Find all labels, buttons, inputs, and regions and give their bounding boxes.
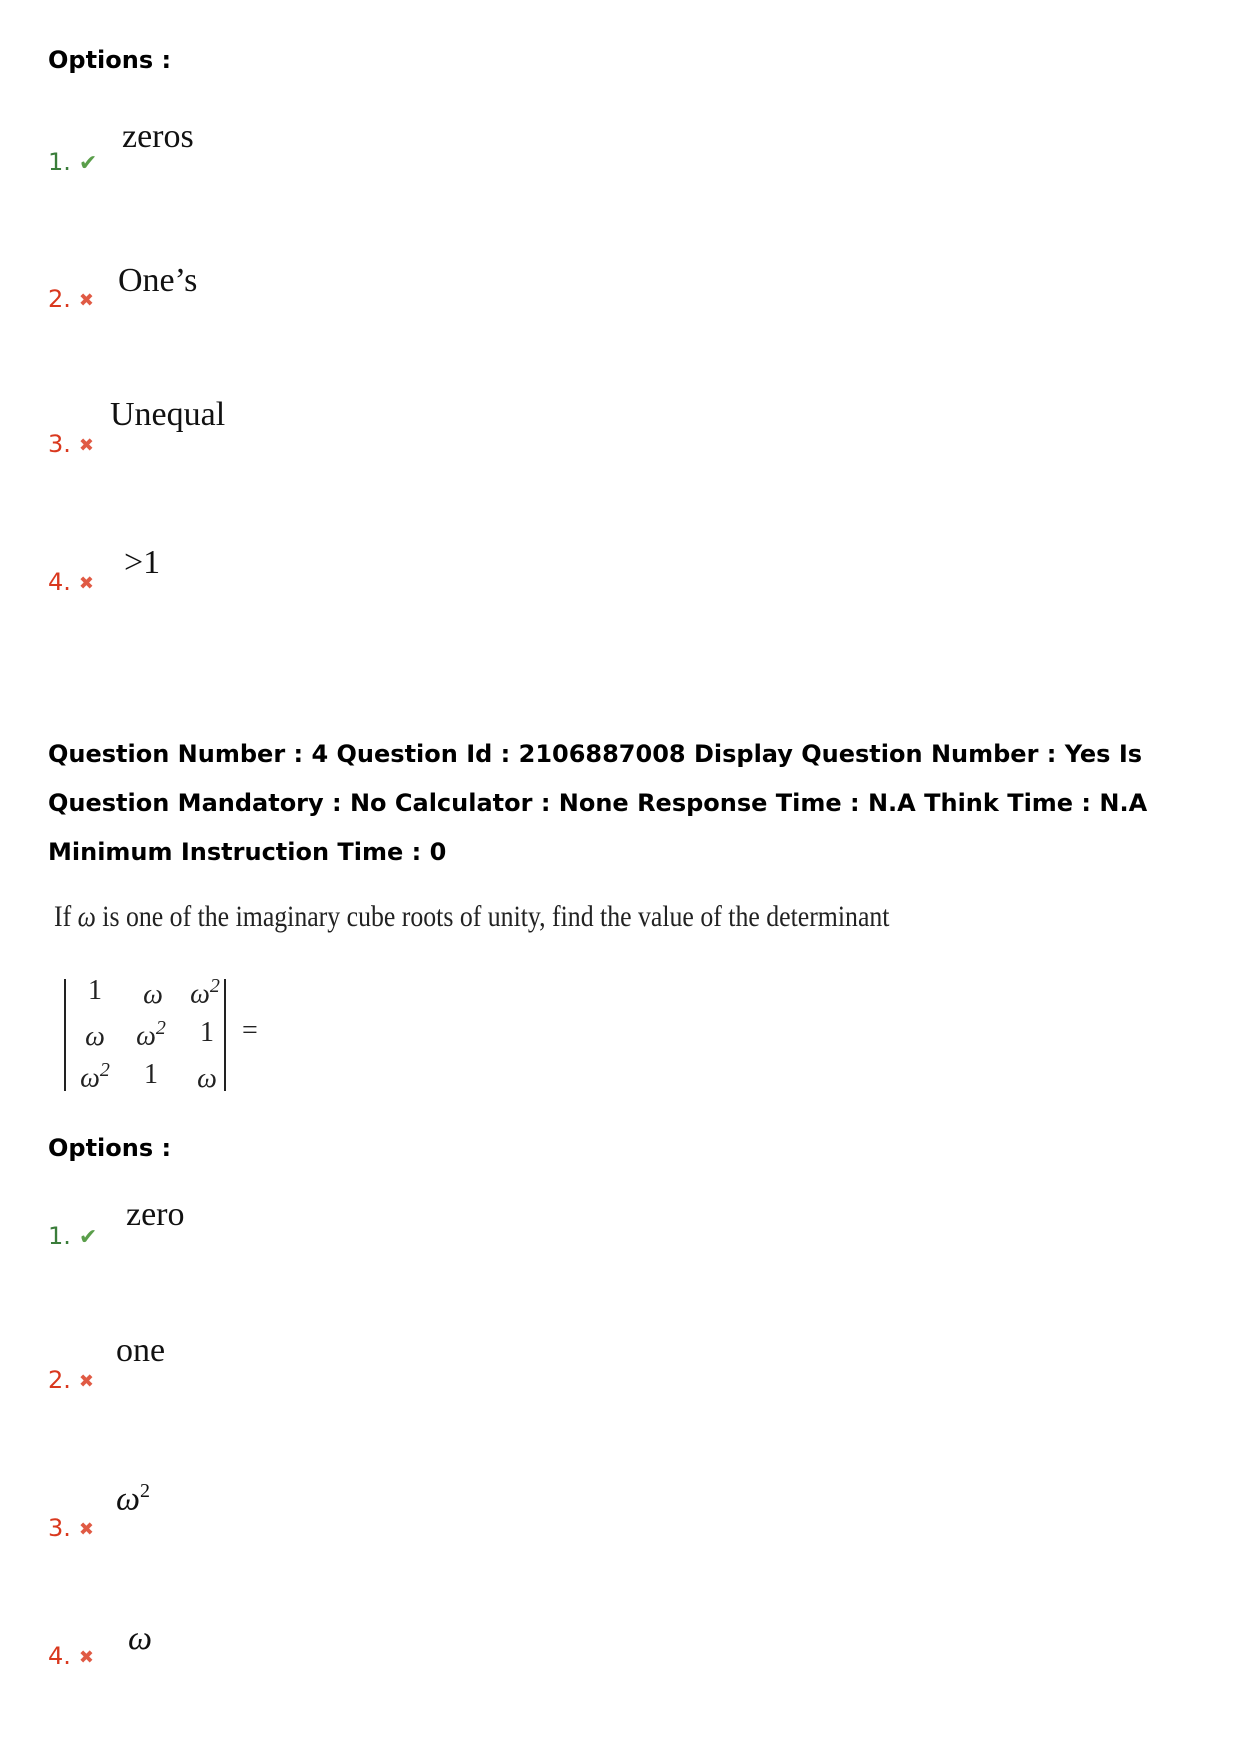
option-text: >1 (124, 544, 161, 581)
cross-icon: ✖ (78, 1370, 94, 1392)
options-heading: Options : (48, 1134, 172, 1162)
det-cell: ω (85, 1021, 105, 1052)
option-text: ω (128, 1620, 153, 1657)
option-text: zeros (122, 118, 194, 155)
det-cell: ω (143, 979, 163, 1010)
option-text: Unequal (110, 396, 226, 433)
check-icon: ✔ (78, 1224, 98, 1250)
det-cell: 1 (88, 975, 102, 1006)
cross-icon: ✖ (78, 1646, 94, 1668)
option-number: 1. ✔ (48, 1222, 98, 1250)
cross-icon: ✖ (78, 1518, 94, 1540)
option-number: 3. ✖ (48, 1514, 94, 1542)
cross-icon: ✖ (78, 434, 94, 456)
equals-sign: = (242, 1015, 258, 1046)
det-cell: $\omega^2$ (80, 1059, 110, 1094)
option-number: 4. ✖ (48, 568, 94, 596)
cross-icon: ✖ (78, 289, 94, 311)
options-heading: Options : (48, 46, 172, 74)
option-text: $\omega^2$ (116, 1480, 151, 1518)
determinant (62, 975, 272, 1100)
det-cell: 1 (200, 1017, 214, 1048)
det-cell: $\omega^2$ (190, 975, 220, 1010)
det-cell: ω (197, 1063, 217, 1094)
cross-icon: ✖ (78, 572, 94, 594)
check-icon: ✔ (78, 150, 98, 176)
option-text: One’s (118, 262, 198, 299)
option-number: 2. ✖ (48, 1366, 94, 1394)
option-number: 3. ✖ (48, 430, 94, 458)
det-cell: $\omega^2$ (136, 1017, 166, 1052)
det-cell: 1 (144, 1059, 158, 1090)
option-number: 4. ✖ (48, 1642, 94, 1670)
question-meta: Question Number : 4 Question Id : 2106887008 Display Question Number : Yes Is Question Mandatory : No Calculator : None Response Time : N.A Think Time : N.A Minimum Instruction Time : 0 (48, 740, 1148, 866)
option-text: one (116, 1332, 166, 1369)
option-text: zero (126, 1196, 185, 1233)
option-number: 1. ✔ (48, 148, 98, 176)
option-number: 2. ✖ (48, 285, 94, 313)
question-stem: If ω is one of the imaginary cube roots of unity, find the value of the determinant (54, 900, 890, 933)
determinant-left-bar (64, 979, 66, 1091)
